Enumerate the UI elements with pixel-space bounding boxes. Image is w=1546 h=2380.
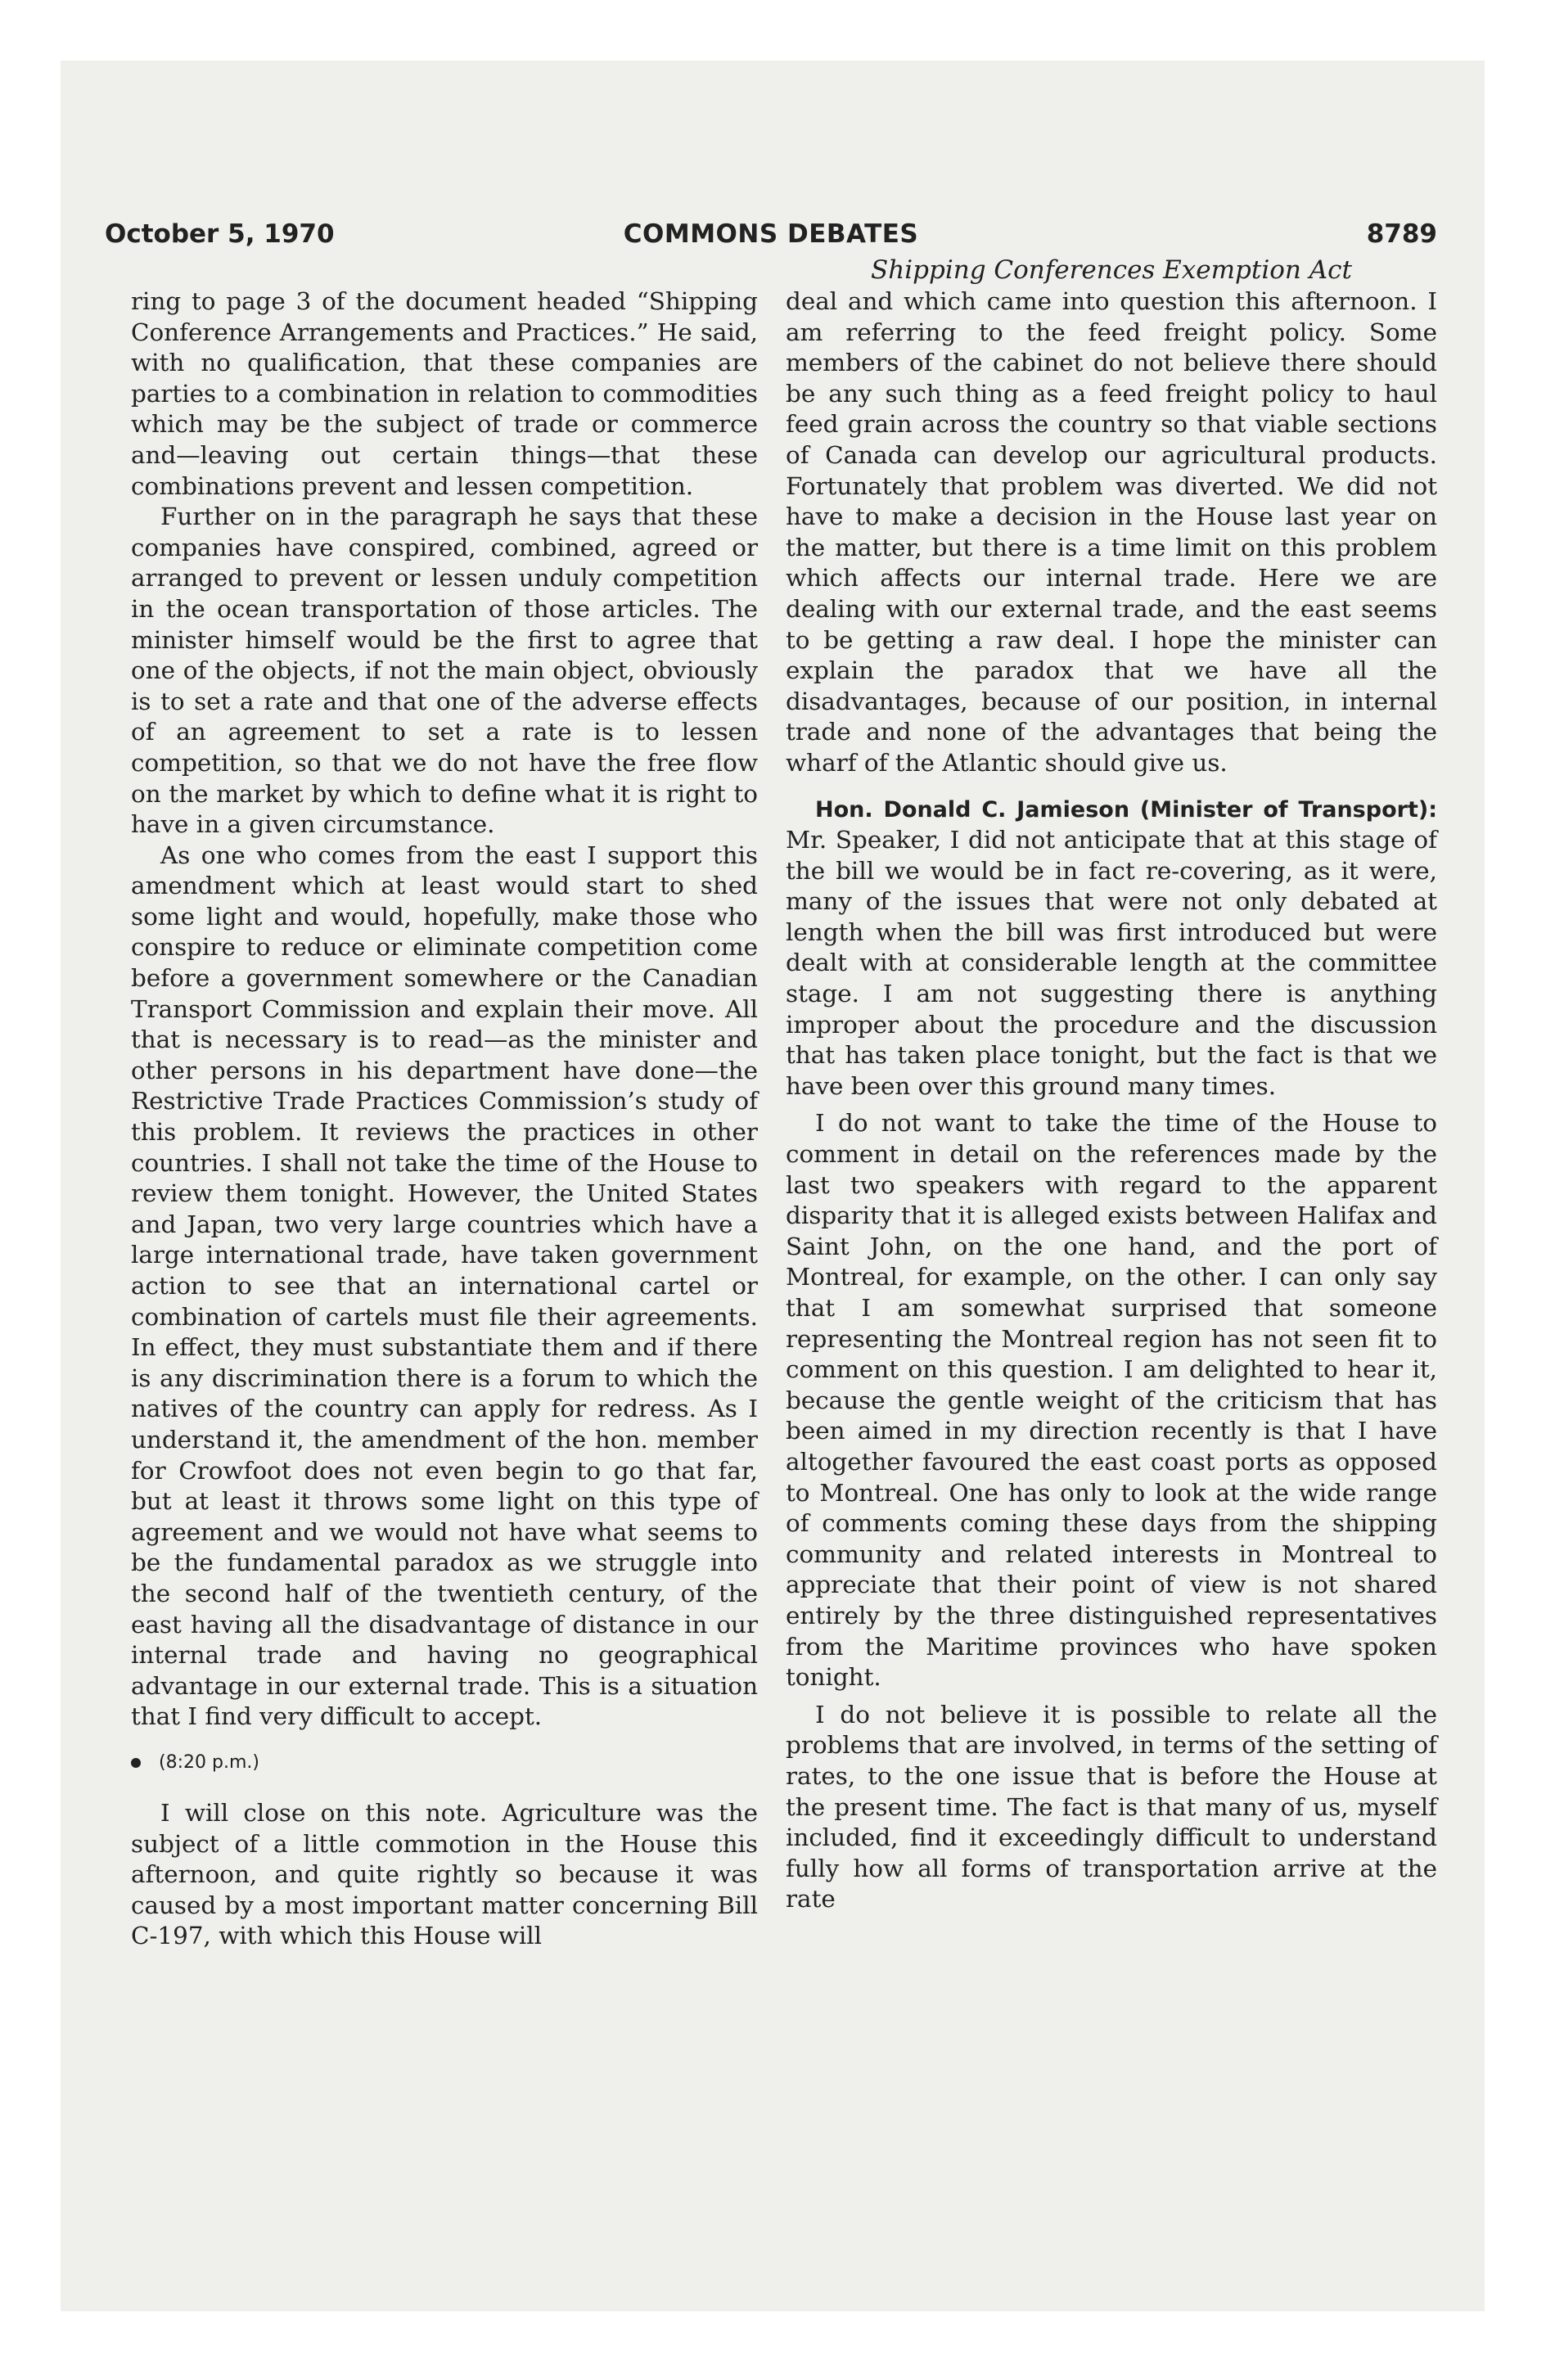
header-title: COMMONS DEBATES	[623, 219, 919, 249]
right-paragraph-2	[786, 794, 1437, 1102]
left-paragraph-1: ring to page 3 of the document headed “Shipping Conference Arrangements and Practices.” He said, with no qualification, that these companies are parties to a combination in relation to commodities which may be the subject of trade or commerce and—leaving out certain things—that these combinations prevent and lessen competition.	[131, 287, 758, 500]
left-paragraph-3: As one who comes from the east I support this amendment which at least would start to shed some light and would, hopefully, make those who conspire to reduce or eliminate competition come before a government somewhere or the Canadian Transport Commission and explain their move. All that is necessary is to read—as the minister and other persons in his department have done—the Restrictive Trade Practices Commission’s study of this problem. It reviews the practices in other countries. I shall not take the time of the House to review them tonight. However, the United States and Japan, two very large countries which have a large international trade, have taken government action to see that an international cartel or combination of cartels must file their agreements. In effect, they must substantiate them and if there is any discrimination there is a forum to which the natives of the country can apply for redress. As I understand it, the amendment of the hon. member for Crowfoot does not even begin to go that far, but at least it throws some light on this type of agreement and we would not have what seems to be the fundamental paradox as we struggle into the second half of the twentieth century, of the east having all the disadvantage of distance in our internal trade and having no geographical advantage in our external trade. This is a situation that I find very difficult to accept.	[131, 841, 758, 1731]
section-subheader: Shipping Conferences Exemption Act	[871, 255, 1352, 285]
time-marker	[131, 1751, 758, 1775]
time-marker-text: (8:20 p.m.)	[159, 1751, 259, 1773]
header-date: October 5, 1970	[105, 219, 335, 249]
right-paragraph-2-text: Mr. Speaker, I did not anticipate that at this stage of the bill we would be in fact re-covering, as it were, many of the issues that were not only debated at length when the bill was first introduced but were dealt with at considerable length at the committee stage. I am not suggesting there is anything improper about the procedure and the discussion that has taken place tonight, but the fact is that we have been over this ground many times.	[786, 826, 1437, 1100]
right-paragraph-3: I do not want to take the time of the House to comment in detail on the references made by the last two speakers with regard to the apparent disparity that it is alleged exists between Halifax and Saint John, on the one hand, and the port of Montreal, for example, on the other. I can only say that I am somewhat surprised that someone representing the Montreal region has not seen fit to comment on this question. I am delighted to hear it, because the gentle weight of the criticism that has been aimed in my direction recently is that I have altogether favoured the east coast ports as opposed to Montreal. One has only to look at the wide range of comments coming these days from the shipping community and related interests in Montreal to appreciate that their point of view is not shared entirely by the three distinguished representatives from the Maritime provinces who have spoken tonight.	[786, 1109, 1437, 1692]
bullet-dot-icon	[131, 1758, 141, 1768]
left-paragraph-2: Further on in the paragraph he says that these companies have conspired, combined, agreed or arranged to prevent or lessen unduly competition in the ocean transportation of those articles. The minister himself would be the first to agree that one of the objects, if not the main object, obviously is to set a rate and that one of the adverse effects of an agreement to set a rate is to lessen competition, so that we do not have the free flow on the market by which to define what it is right to have in a given circumstance.	[131, 503, 758, 839]
right-paragraph-1: deal and which came into question this afternoon. I am referring to the feed freight policy. Some members of the cabinet do not believe there should be any such thing as a feed freight policy to haul feed grain across the country so that viable sections of Canada can develop our agricultural products. Fortunately that problem was diverted. We did not have to make a decision in the House last year on the matter, but there is a time limit on this problem which affects our internal trade. Here we are dealing with our external trade, and the east seems to be getting a raw deal. I hope the minister can explain the paradox that we have all the disadvantages, because of our position, in internal trade and none of the advantages that being the wharf of the Atlantic should give us.	[786, 287, 1437, 777]
speaker-name: Hon. Donald C. Jamieson (Minister of Transport):	[815, 796, 1437, 823]
header-page-number: 8789	[1366, 219, 1437, 249]
right-column	[786, 286, 1437, 1915]
right-paragraph-4: I do not believe it is possible to relate all the problems that are involved, in terms of the setting of rates, to the one issue that is before the House at the present time. The fact is that many of us, myself included, find it exceedingly difficult to understand fully how all forms of transportation arrive at the rate	[786, 1700, 1437, 1913]
left-column	[131, 286, 758, 1952]
left-paragraph-4: I will close on this note. Agriculture was the subject of a little commotion in the House this afternoon, and quite rightly so because it was caused by a most important matter concerning Bill C-197, with which this House will	[131, 1798, 758, 1950]
page-header	[105, 219, 1437, 255]
